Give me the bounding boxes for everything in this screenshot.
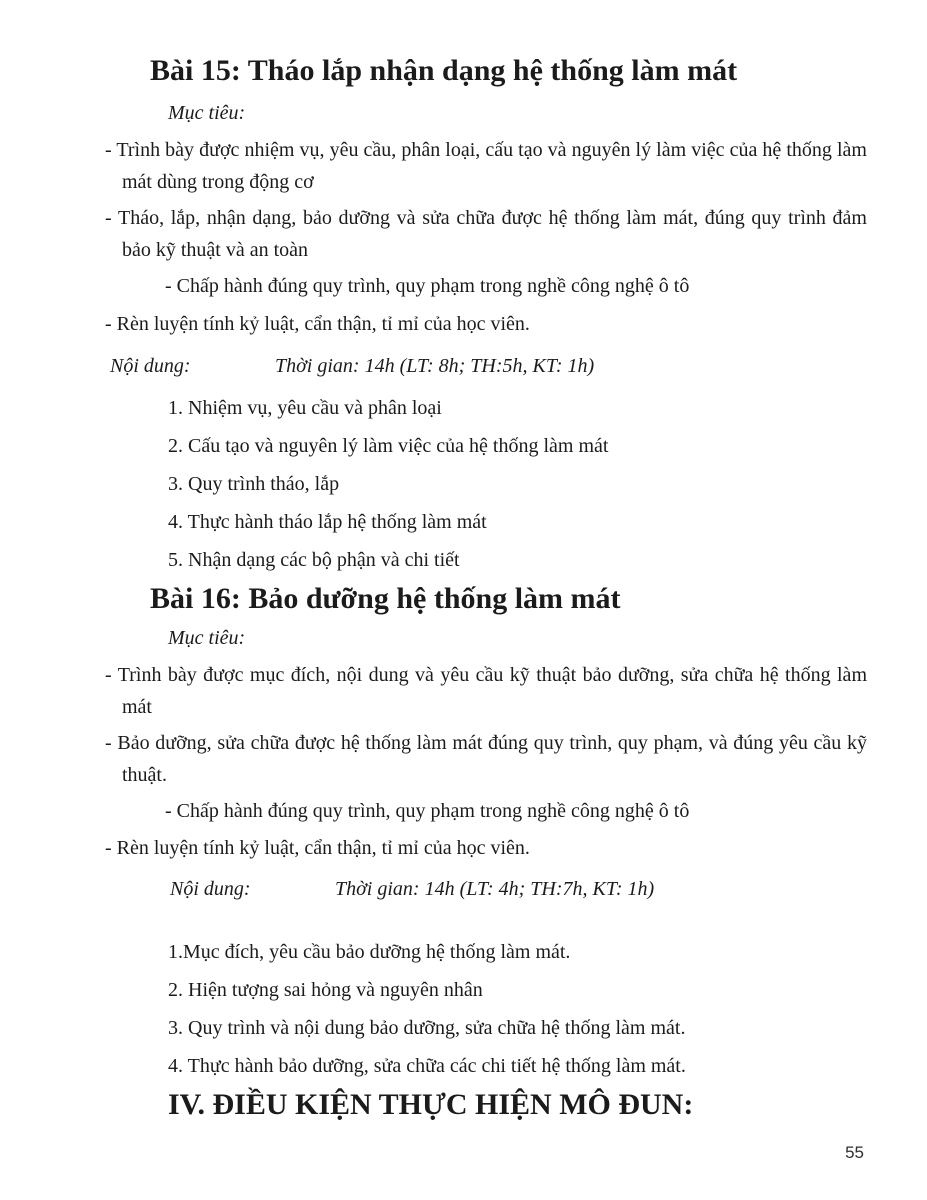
page-number: 55 bbox=[845, 1143, 864, 1162]
lesson-15-compliance-line: - Chấp hành đúng quy trình, quy phạm trong nghề công nghệ ô tô bbox=[165, 275, 690, 297]
lesson-15-syllabus-item: 5. Nhận dạng các bộ phận và chi tiết bbox=[168, 549, 460, 571]
lesson-15-duration: Thời gian: 14h (LT: 8h; TH:5h, KT: 1h) bbox=[275, 355, 595, 377]
lesson-16-objective-paragraph: - Trình bày được mục đích, nội dung và yêu cầu kỹ thuật bảo dưỡng, sửa chữa hệ thống làm mát bbox=[105, 664, 867, 718]
lesson-16-discipline-line: - Rèn luyện tính kỷ luật, cẩn thận, tỉ mỉ của học viên. bbox=[105, 837, 530, 859]
lesson-16-syllabus-item: 3. Quy trình và nội dung bảo dưỡng, sửa chữa hệ thống làm mát. bbox=[168, 1017, 686, 1039]
lesson-16-title: Bài 16: Bảo dưỡng hệ thống làm mát bbox=[150, 582, 621, 615]
lesson-16-content-row bbox=[170, 873, 867, 906]
lesson-15-content-row bbox=[110, 350, 867, 383]
lesson-16-objectives-label: Mục tiêu: bbox=[168, 627, 246, 649]
lesson-16-compliance-line: - Chấp hành đúng quy trình, quy phạm trong nghề công nghệ ô tô bbox=[165, 800, 690, 822]
lesson-16-syllabus-item: 4. Thực hành bảo dưỡng, sửa chữa các chi tiết hệ thống làm mát. bbox=[168, 1055, 686, 1077]
lesson-15-syllabus-item: 1. Nhiệm vụ, yêu cầu và phân loại bbox=[168, 397, 442, 419]
lesson-16-duration: Thời gian: 14h (LT: 4h; TH:7h, KT: 1h) bbox=[335, 878, 655, 900]
lesson-15-objectives-label: Mục tiêu: bbox=[168, 102, 246, 124]
lesson-15-objective-paragraph: - Trình bày được nhiệm vụ, yêu cầu, phân loại, cấu tạo và nguyên lý làm việc của hệ thống làm mát dùng trong động cơ bbox=[105, 139, 867, 193]
lesson-16-content-label: Nội dung: bbox=[170, 878, 251, 900]
lesson-16-syllabus-item: 1.Mục đích, yêu cầu bảo dưỡng hệ thống làm mát. bbox=[168, 941, 571, 963]
lesson-15-syllabus-item: 2. Cấu tạo và nguyên lý làm việc của hệ thống làm mát bbox=[168, 435, 609, 457]
lesson-15-syllabus-item: 3. Quy trình tháo, lắp bbox=[168, 473, 340, 495]
document-page bbox=[105, 54, 867, 1121]
lesson-15-objective-paragraph: - Tháo, lắp, nhận dạng, bảo dưỡng và sửa chữa được hệ thống làm mát, đúng quy trình đảm bảo kỹ thuật và an toàn bbox=[105, 207, 867, 261]
lesson-16-syllabus-item: 2. Hiện tượng sai hỏng và nguyên nhân bbox=[168, 979, 483, 1001]
section-iv-title: IV. ĐIỀU KIỆN THỰC HIỆN MÔ ĐUN: bbox=[168, 1088, 694, 1121]
lesson-15-title: Bài 15: Tháo lắp nhận dạng hệ thống làm mát bbox=[150, 54, 738, 87]
lesson-15-content-label: Nội dung: bbox=[110, 355, 191, 377]
lesson-15-discipline-line: - Rèn luyện tính kỷ luật, cẩn thận, tỉ mỉ của học viên. bbox=[105, 313, 530, 335]
lesson-15-syllabus-item: 4. Thực hành tháo lắp hệ thống làm mát bbox=[168, 511, 487, 533]
lesson-16-objective-paragraph: - Bảo dưỡng, sửa chữa được hệ thống làm mát đúng quy trình, quy phạm, và đúng yêu cầu kỹ thuật. bbox=[105, 732, 867, 786]
